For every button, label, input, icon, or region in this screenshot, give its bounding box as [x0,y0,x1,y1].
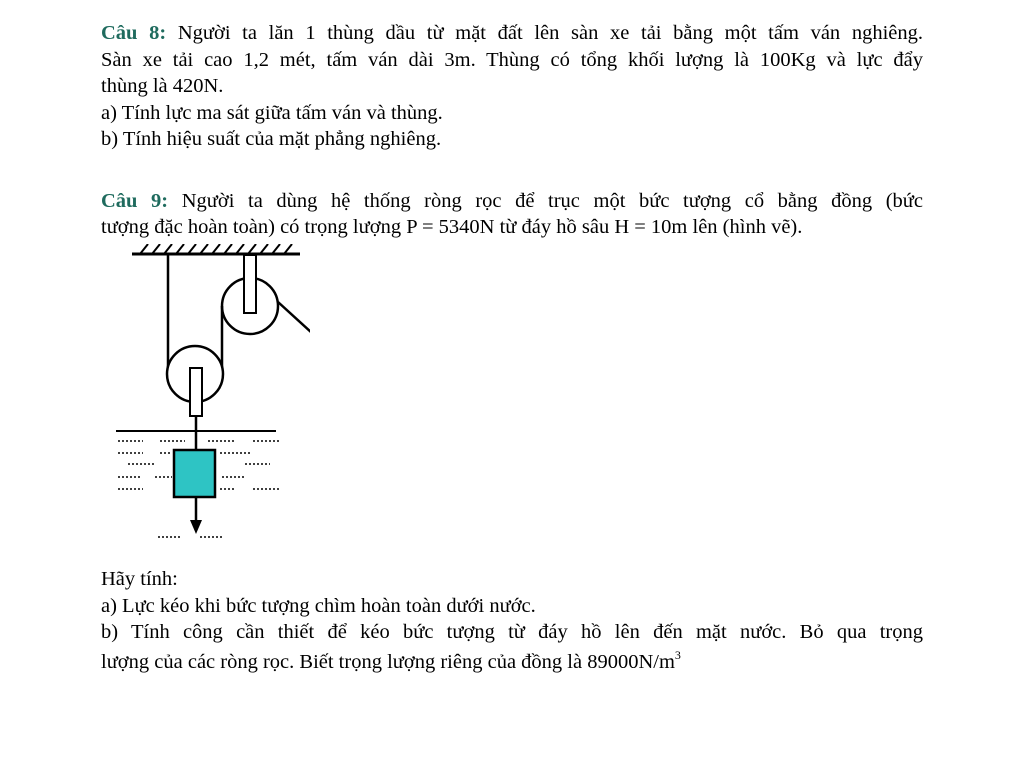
fixed-pulley-axle [244,255,256,313]
rope-pull [278,302,310,354]
q9-cube-superscript: 3 [674,647,681,662]
q9-part-b2 [101,646,923,678]
q9-part-a: a) Lực kéo khi bức tượng chìm hoàn toàn dưới nước. [101,594,536,617]
pulley-diagram-svg [110,244,310,549]
q8-part-a: a) Tính lực ma sát giữa tấm ván và thùng. [101,101,443,124]
weight-arrow-head [190,520,202,534]
pulley-diagram [110,244,310,549]
q9-line2: tượng đặc hoàn toàn) có trọng lượng P = 5340N từ đáy hồ sâu H = 10m lên (hình vẽ). [101,216,803,238]
q8-line1 [101,20,923,47]
movable-pulley-hook [190,368,202,416]
q8-line3: thùng là 420N. [101,75,224,97]
q9-text-1: Người ta dùng hệ thống ròng rọc để trục một bức tượng cổ bằng đồng (bức [168,189,923,212]
bronze-statue [174,450,215,497]
q8-part-b: b) Tính hiệu suất của mặt phẳng nghiêng. [101,128,442,150]
q8-label: Câu 8: [101,22,167,44]
q9-prompt: Hãy tính: [101,568,178,590]
q8-line2: Sàn xe tải cao 1,2 mét, tấm ván dài 3m. Thùng có tổng khối lượng là 100Kg và lực đẩy [101,48,923,71]
q9-line1 [101,188,923,215]
q9-questions [101,566,923,678]
q9-label: Câu 9: [101,189,169,212]
q8-text-1: Người ta lăn 1 thùng dầu từ mặt đất lên sàn xe tải bằng một tấm ván nghiêng. [166,22,923,44]
q9-part-b1: b) Tính công cần thiết để kéo bức tượng từ đáy hồ lên đến mặt nước. Bỏ qua trọng [101,621,923,643]
exercise-page [101,20,923,241]
q9-part-b2-text: lượng của các ròng rọc. Biết trọng lượng riêng của đồng là 89000N/m [101,650,675,673]
